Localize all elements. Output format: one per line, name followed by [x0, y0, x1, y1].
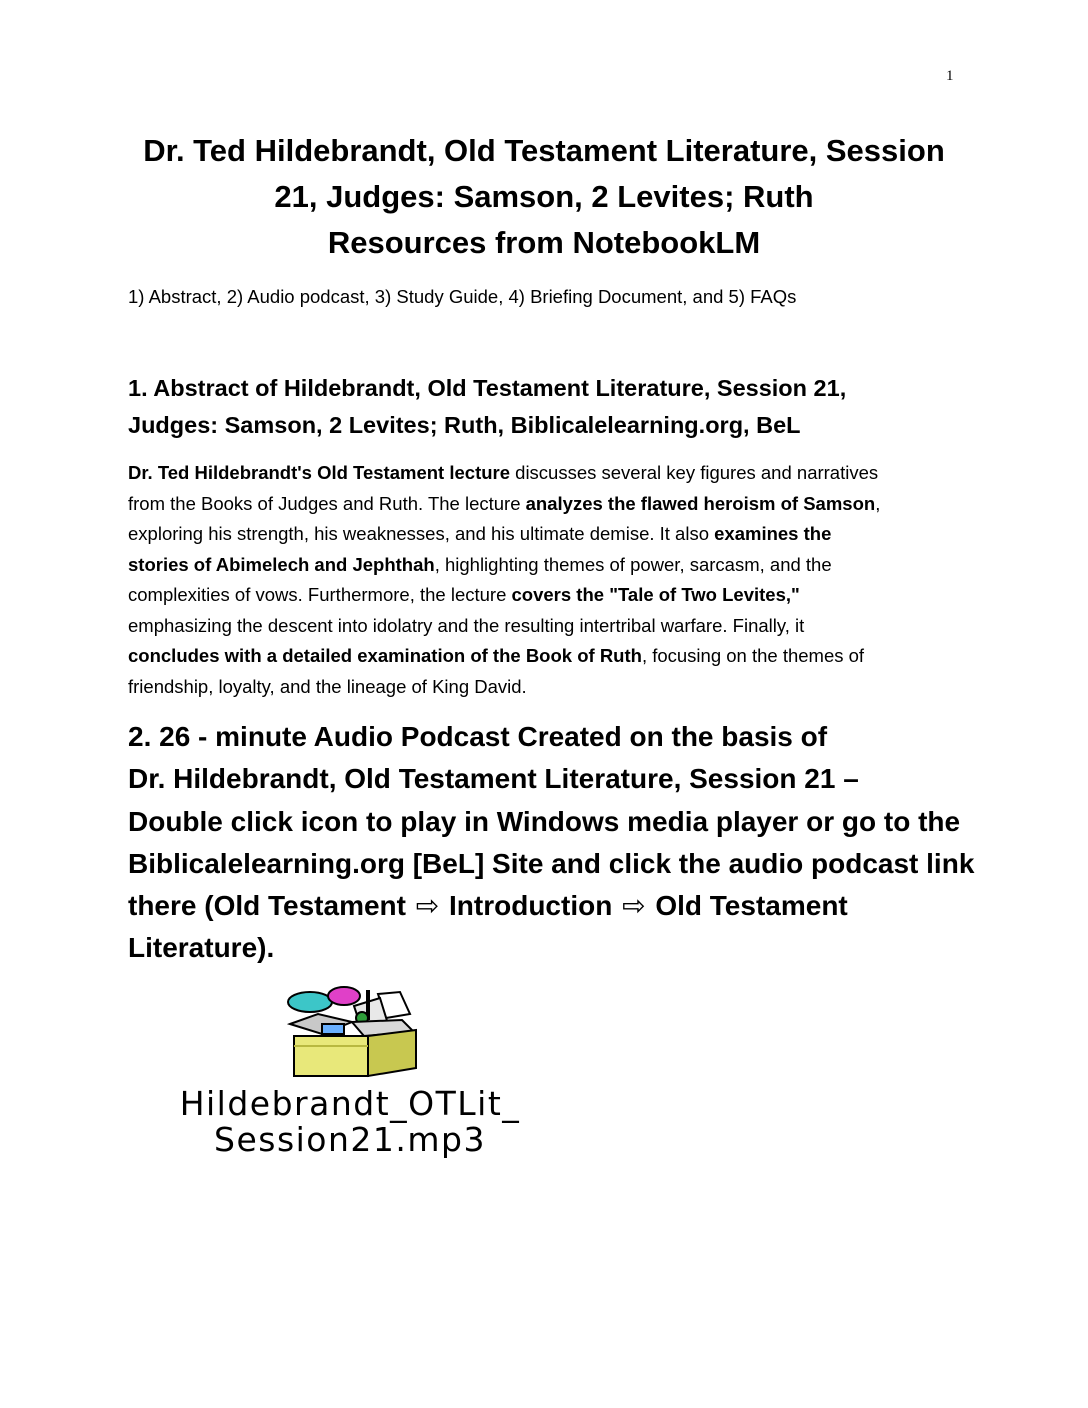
abstract-line: [128, 580, 968, 611]
abstract-line: [128, 458, 968, 489]
section-1-heading-line-1: 1. Abstract of Hildebrandt, Old Testament Literature, Session 21,: [128, 375, 847, 401]
abstract-bold: examines the: [714, 523, 832, 544]
section-2-line-5: [128, 885, 988, 927]
abstract-text: complexities of vows. Furthermore, the lecture: [128, 584, 512, 605]
section-1-heading: [128, 370, 968, 444]
file-name-line-1: Hildebrandt_OTLit_: [179, 1084, 521, 1123]
package-icon: [282, 984, 422, 1080]
abstract-bold: analyzes the flawed heroism of Samson: [525, 492, 876, 514]
abstract-line: [128, 672, 968, 703]
section-2-line-2: Dr. Hildebrandt, Old Testament Literature, Session 21 –: [128, 763, 859, 795]
arrow-right-icon: ⇨: [415, 890, 440, 922]
title-line-2: 21, Judges: Samson, 2 Levites; Ruth: [274, 179, 814, 214]
section-1-heading-line-2: Judges: Samson, 2 Levites; Ruth, Biblicalelearning.org, BeL: [128, 412, 801, 438]
abstract-bold: covers the "Tale of Two Levites,": [511, 584, 800, 605]
page-number: 1: [946, 68, 954, 84]
abstract-bold: Dr. Ted Hildebrandt's Old Testament lecture: [128, 462, 511, 483]
breadcrumb-introduction: Introduction: [441, 890, 621, 922]
document-title: [100, 128, 988, 266]
abstract-text: , highlighting themes of power, sarcasm, and the: [434, 553, 832, 575]
abstract-text: from the Books of Judges and Ruth. The lecture: [128, 492, 526, 514]
title-line-3: Resources from NotebookLM: [327, 225, 761, 260]
abstract-text: ,: [875, 492, 881, 514]
media-package-icon[interactable]: [282, 984, 422, 1080]
contents-line: 1) Abstract, 2) Audio podcast, 3) Study Guide, 4) Briefing Document, and 5) FAQs: [128, 286, 797, 307]
abstract-line: [128, 519, 968, 550]
abstract-bold: stories of Abimelech and Jephthah: [128, 553, 435, 575]
abstract-text: exploring his strength, his weaknesses, and his ultimate demise. It also: [128, 523, 715, 544]
breadcrumb-old-testament: there (Old Testament: [128, 890, 414, 922]
section-2-heading: [128, 716, 988, 970]
abstract-line: [128, 641, 968, 672]
file-name-line-2: Session21.mp3: [214, 1120, 486, 1159]
abstract-text: friendship, loyalty, and the lineage of King David.: [128, 675, 527, 697]
media-file-name[interactable]: [130, 1086, 570, 1158]
section-2-line-6: Literature).: [128, 932, 275, 964]
section-2-line-3: Double click icon to play in Windows media player or go to the: [128, 805, 961, 837]
abstract-bold: concludes with a detailed examination of the Book of Ruth: [128, 645, 642, 666]
abstract-text: emphasizing the descent into idolatry and the resulting intertribal warfare. Finally, it: [128, 614, 805, 636]
abstract-line: [128, 489, 968, 520]
arrow-right-icon: ⇨: [622, 890, 646, 922]
section-2-line-4: Biblicalelearning.org [BeL] Site and click the audio podcast link: [128, 847, 975, 879]
abstract-line: [128, 611, 968, 642]
abstract-text: , focusing on the themes of: [641, 645, 865, 666]
abstract-line: [128, 550, 968, 581]
abstract-paragraph: [128, 458, 968, 702]
breadcrumb-ot-literature: Old Testament: [647, 890, 848, 922]
section-2-line-1: 2. 26 - minute Audio Podcast Created on the basis of: [128, 721, 828, 752]
abstract-text: discusses several key figures and narratives: [510, 462, 879, 483]
title-line-1: Dr. Ted Hildebrandt, Old Testament Literature, Session: [143, 133, 945, 168]
